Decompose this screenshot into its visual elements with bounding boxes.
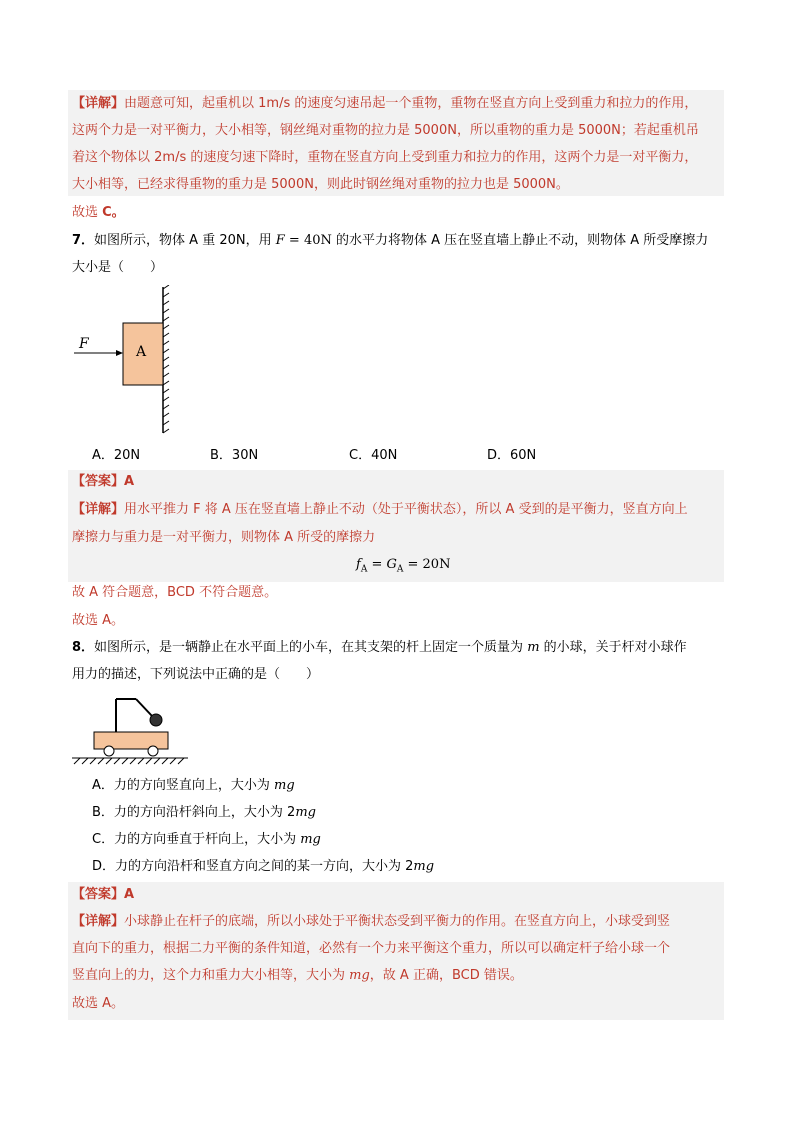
stem-text: 如图所示，物体 A 重 20N，用 (94, 233, 276, 248)
option-text: A．力的方向竖直向上，大小为 (92, 778, 275, 793)
stem-text: 如图所示，是一辆静止在水平面上的小车，在其支架的杆上固定一个质量为 (94, 640, 528, 655)
conclusion-prefix: 故选 (72, 205, 103, 220)
formula-sub2: A (396, 564, 404, 575)
block-label: A (136, 344, 147, 360)
option-var: mg (295, 805, 316, 820)
option-var: mg (274, 778, 295, 793)
q8-conclusion: 故选 A。 (72, 996, 125, 1011)
detail-tag: 【详解】 (72, 914, 125, 929)
q8-answer (72, 885, 134, 905)
option-text: B．力的方向沿杆斜向上，大小为 2 (92, 805, 296, 820)
q7-option-c: C．40N (349, 448, 398, 463)
question-number: 7． (72, 233, 95, 248)
answer-tag: 【答案】 (72, 887, 125, 902)
q8-option-d (92, 857, 434, 877)
q8-detail-line-2: 直向下的重力，根据二力平衡的条件知道，必然有一个力来平衡这个重力，所以可以确定杆子给小球一个 (72, 941, 671, 956)
detail-text-cont: ，故 A 正确，BCD 错误。 (369, 968, 523, 983)
q7-option-d: D．60N (487, 448, 537, 463)
formula-eq: = (367, 557, 387, 572)
stem-text-cont: 的水平力将物体 A 压在竖直墙上静止不动，则物体 A 所受摩擦力 (331, 233, 709, 248)
mass-variable: m (527, 640, 540, 655)
formula-g: G (386, 557, 397, 572)
q8-option-b (92, 803, 316, 823)
formula-f: f (356, 557, 361, 572)
q6-detail-line-1 (72, 94, 697, 114)
answer-value: A (124, 887, 135, 902)
q8-option-c (92, 830, 321, 850)
left-wheel-icon (104, 746, 114, 756)
rod-slanted (136, 699, 152, 716)
q7-detail-line-3: 故 A 符合题意，BCD 不符合题意。 (72, 585, 278, 600)
wall-hatching (163, 285, 169, 433)
ground-hatching (72, 758, 188, 764)
option-var: mg (300, 832, 321, 847)
q7-option-a: A．20N (92, 448, 141, 463)
force-equation: = 40N (284, 233, 332, 248)
stem-text-cont: 的小球，关于杆对小球作 (539, 640, 687, 655)
cart-body (94, 732, 168, 749)
detail-tag: 【详解】 (72, 96, 125, 111)
detail-text: 小球静止在杆子的底端，所以小球处于平衡状态受到平衡力的作用。在竖直方向上，小球受到竖 (124, 914, 671, 929)
option-text: C．力的方向垂直于杆向上，大小为 (92, 832, 301, 847)
detail-var: mg (349, 968, 370, 983)
option-var: mg (413, 859, 435, 874)
q8-option-a (92, 776, 295, 796)
option-text: D．力的方向沿杆和竖直方向之间的某一方向，大小为 2 (92, 859, 414, 874)
q6-detail-line-3: 着这个物体以 2m/s 的速度匀速下降时，重物在竖直方向上受到重力和拉力的作用，这两个力是一对平衡力， (72, 150, 698, 165)
force-label: F (79, 336, 89, 352)
q7-answer (72, 472, 134, 492)
right-wheel-icon (148, 746, 158, 756)
q8-stem-line-2: 用力的描述，下列说法中正确的是（ ） (72, 667, 320, 682)
q7-detail-line-1 (72, 500, 688, 520)
q7-conclusion: 故选 A。 (72, 613, 125, 628)
detail-text: 竖直向上的力，这个力和重力大小相等，大小为 (72, 968, 350, 983)
q8-detail-line-1 (72, 912, 670, 932)
arrow-head-icon (116, 350, 123, 356)
answer-value: A (124, 474, 135, 489)
q6-detail-line-2: 这两个力是一对平衡力，大小相等，钢丝绳对重物的拉力是 5000N，所以重物的重力是 5000N；若起重机吊 (72, 123, 699, 138)
q7-figure (70, 285, 180, 435)
answer-tag: 【答案】 (72, 474, 125, 489)
q6-conclusion (72, 203, 125, 223)
q7-formula (356, 555, 450, 580)
q7-stem-line-2: 大小是（ ） (72, 260, 164, 275)
ball-icon (150, 714, 162, 726)
q7-detail-line-2: 摩擦力与重力是一对平衡力，则物体 A 所受的摩擦力 (72, 530, 376, 545)
q7-stem-line-1 (72, 231, 708, 251)
q8-figure (72, 694, 192, 766)
q6-detail-line-4: 大小相等，已经求得重物的重力是 5000N，则此时钢丝绳对重物的拉力也是 5000N。 (72, 177, 569, 192)
q7-option-b: B．30N (210, 448, 259, 463)
conclusion-choice: C。 (102, 205, 125, 220)
detail-text: 由题意可知，起重机以 1m/s 的速度匀速吊起一个重物，重物在竖直方向上受到重力和拉力的作用， (124, 96, 698, 111)
formula-sub: A (360, 564, 368, 575)
detail-tag: 【详解】 (72, 502, 125, 517)
q8-detail-line-3 (72, 966, 523, 986)
formula-value: = 20N (403, 557, 451, 572)
force-variable: F (275, 233, 285, 248)
q8-stem-line-1 (72, 638, 687, 658)
detail-text: 用水平推力 F 将 A 压在竖直墙上静止不动（处于平衡状态），所以 A 受到的是平衡力，竖直方向上 (124, 502, 688, 517)
question-number: 8． (72, 640, 95, 655)
